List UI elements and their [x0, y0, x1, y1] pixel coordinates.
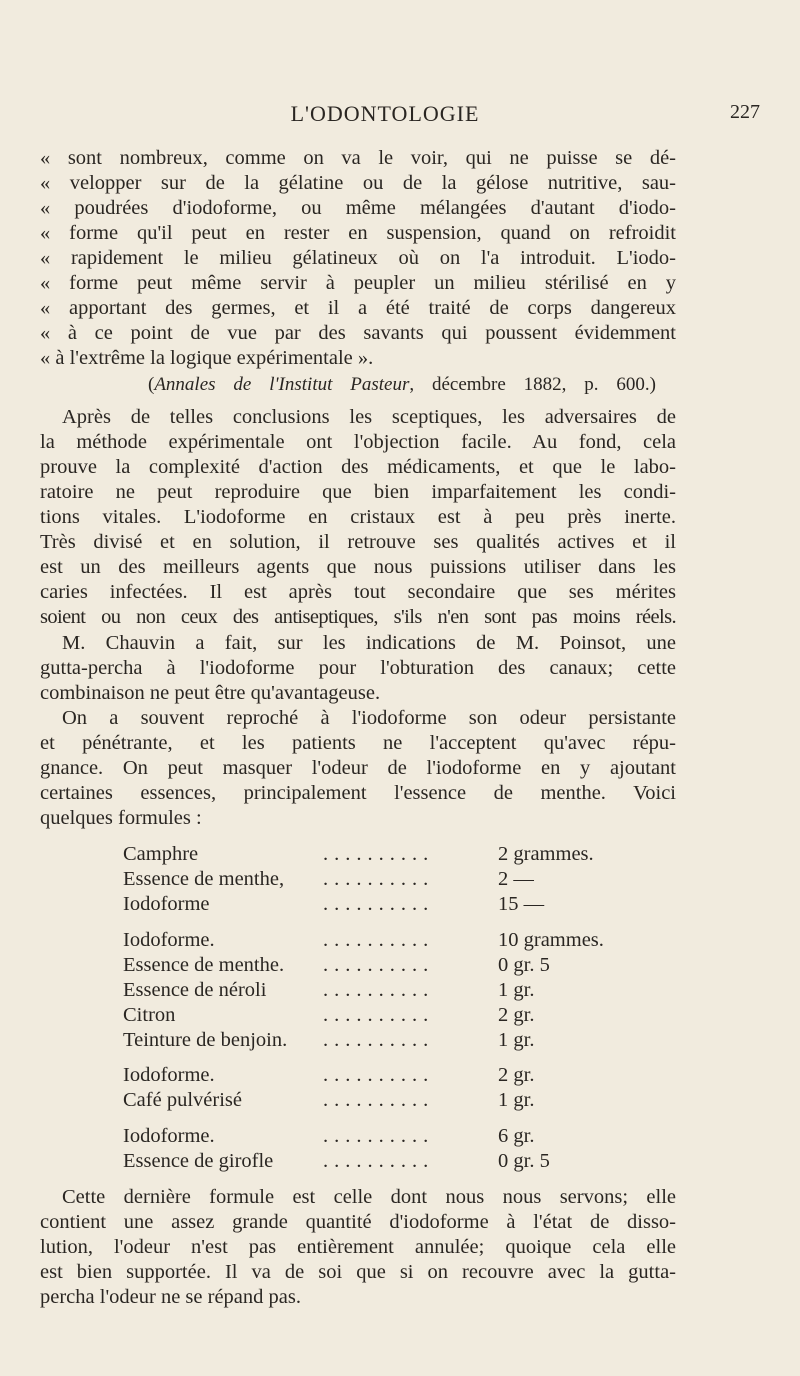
running-title: L'ODONTOLOGIE: [290, 101, 480, 126]
paragraph-line: caries infectées. Il est après tout secondaire que ses mérites: [40, 581, 676, 603]
paragraph-line: tions vitales. L'iodoforme en cristaux est à peu près inerte.: [40, 506, 676, 528]
paragraph-line: lution, l'odeur n'est pas entièrement annulée; quoique cela elle: [40, 1236, 676, 1258]
paragraph-line: Très divisé et en solution, il retrouve ses qualités actives et il: [40, 531, 676, 553]
paragraph-line: Après de telles conclusions les sceptiques, les adversaires de: [62, 406, 676, 428]
quote-line: « rapidement le milieu gélatineux où on l'a introduit. L'iodo-: [40, 247, 676, 269]
formula-row: Essence de néroli .......... 1 gr.: [123, 979, 535, 1001]
paragraph-line: prouve la complexité d'action des médicaments, et que le labo-: [40, 456, 676, 478]
formula-row: Citron .......... 2 gr.: [123, 1004, 535, 1026]
quote-line: « à l'extrême la logique expérimentale ».: [40, 347, 374, 369]
quote-line: « poudrées d'iodoforme, ou même mélangées d'autant d'iodo-: [40, 197, 676, 219]
paragraph-line: certaines essences, principalement l'essence de menthe. Voici: [40, 782, 676, 804]
quote-line: « apportant des germes, et il a été traité de corps dangereux: [40, 297, 676, 319]
citation: (Annales de l'Institut Pasteur, décembre 1882, p. 600.): [148, 374, 656, 395]
paragraph-line: combinaison ne peut être qu'avantageuse.: [40, 682, 381, 704]
quote-line: « forme peut même servir à peupler un milieu stérilisé en y: [40, 272, 676, 294]
quote-line: « velopper sur de la gélatine ou de la gélose nutritive, sau-: [40, 172, 676, 194]
formula-row: Iodoforme. .......... 2 gr.: [123, 1064, 535, 1086]
formula-row: Café pulvérisé .......... 1 gr.: [123, 1089, 535, 1111]
formula-row: Iodoforme. .......... 10 grammes.: [123, 929, 604, 951]
quote-line: « forme qu'il peut en rester en suspension, quand on refroidit: [40, 222, 676, 244]
formula-row: Camphre .......... 2 grammes.: [123, 843, 594, 865]
formula-row: Essence de menthe. .......... 0 gr. 5: [123, 954, 550, 976]
paragraph-line: Cette dernière formule est celle dont nous nous servons; elle: [62, 1186, 676, 1208]
citation-source: Annales de l'Institut Pasteur: [154, 374, 410, 395]
paragraph-line: ratoire ne peut reproduire que bien imparfaitement les condi-: [40, 481, 676, 503]
page-number: 227: [730, 101, 760, 123]
paragraph-line: est un des meilleurs agents que nous puissions utiliser dans les: [40, 556, 676, 578]
paragraph-line: gutta-percha à l'iodoforme pour l'obturation des canaux; cette: [40, 657, 676, 679]
formula-row: Iodoforme. .......... 6 gr.: [123, 1125, 535, 1147]
quote-line: « à ce point de vue par des savants qui poussent évidemment: [40, 322, 676, 344]
formula-row: Teinture de benjoin. .......... 1 gr.: [123, 1029, 535, 1051]
paragraph-line: M. Chauvin a fait, sur les indications de M. Poinsot, une: [62, 632, 676, 654]
paragraph-line: gnance. On peut masquer l'odeur de l'iodoforme en y ajoutant: [40, 757, 676, 779]
quote-line: « sont nombreux, comme on va le voir, qui ne puisse se dé-: [40, 147, 676, 169]
paragraph-line: soient ou non ceux des antiseptiques, s'ils n'en sont pas moins réels.: [40, 606, 676, 628]
formula-row: Essence de menthe, .......... 2 —: [123, 868, 534, 890]
paragraph-line: contient une assez grande quantité d'iodoforme à l'état de disso-: [40, 1211, 676, 1233]
paragraph-line: quelques formules :: [40, 807, 202, 829]
paragraph-line: la méthode expérimentale ont l'objection facile. Au fond, cela: [40, 431, 676, 453]
page-header: [40, 101, 760, 131]
paragraph-line: percha l'odeur ne se répand pas.: [40, 1286, 301, 1308]
formula-row: Essence de girofle .......... 0 gr. 5: [123, 1150, 550, 1172]
formula-row: Iodoforme .......... 15 —: [123, 893, 545, 915]
paragraph-line: et pénétrante, et les patients ne l'acceptent qu'avec répu-: [40, 732, 676, 754]
paragraph-line: est bien supportée. Il va de soi que si on recouvre avec la gutta-: [40, 1261, 676, 1283]
paragraph-line: On a souvent reproché à l'iodoforme son odeur persistante: [62, 707, 676, 729]
